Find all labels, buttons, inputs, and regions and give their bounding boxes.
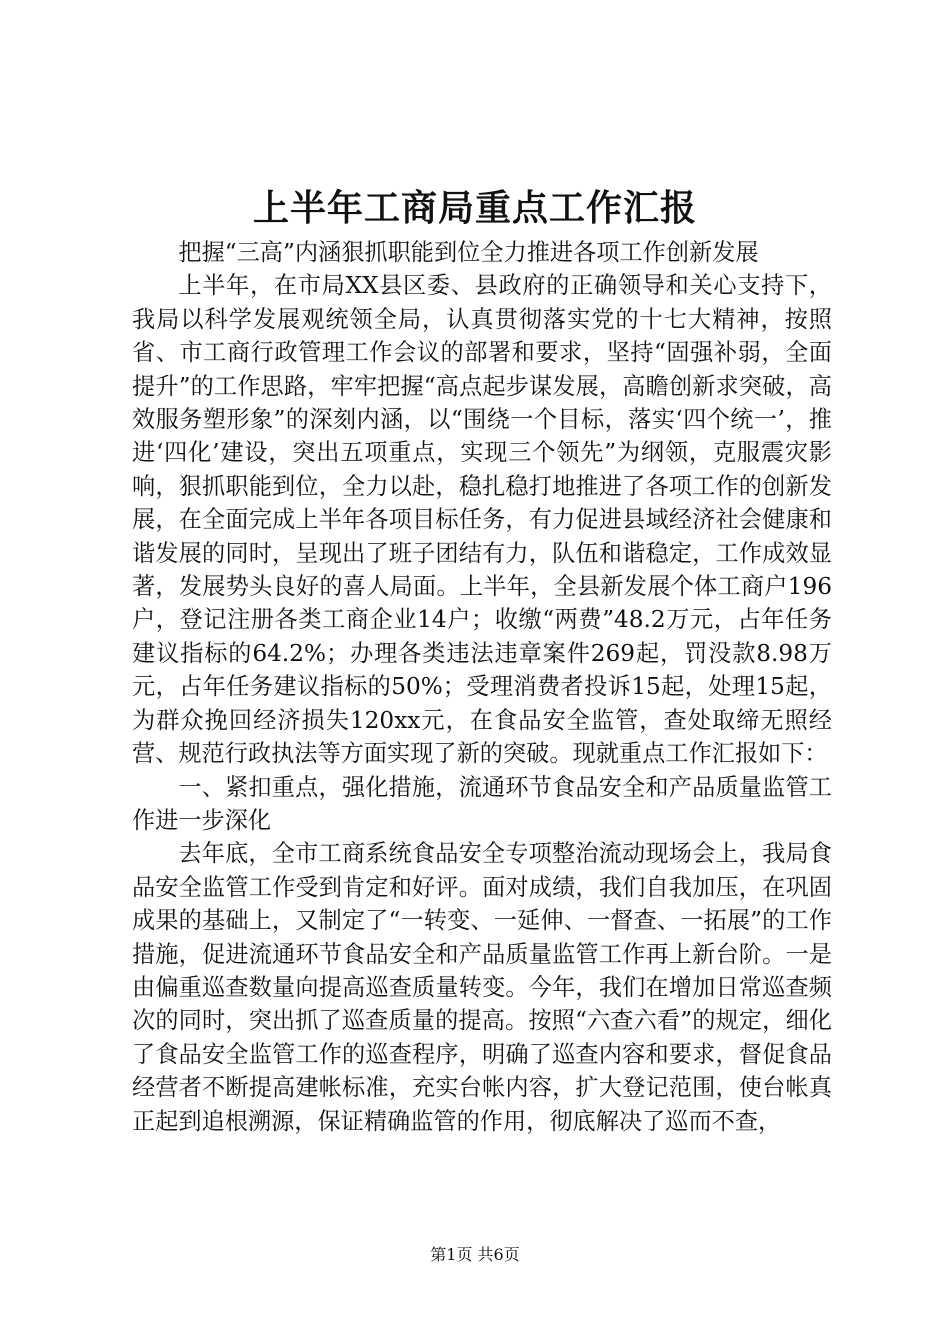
document-body xyxy=(132,236,832,1138)
document-title: 上半年工商局重点工作汇报 xyxy=(252,187,697,229)
page-footer: 第1页 共6页 xyxy=(430,1245,520,1264)
paragraph-section-heading: 一、紧扣重点，强化措施，流通环节食品安全和产品质量监管工作进一步深化 xyxy=(132,773,832,834)
paragraph-summary: 上半年，在市局XX县区委、县政府的正确领导和关心支持下，我局以科学发展观统领全局，认真贯彻落实党的十七大精神，按照省、市工商行政管理工作会议的部署和要求，坚持“固强补弱，全面提升”的工作思路，牢牢把握“高点起步谋发展，高瞻创新求突破，高效服务塑形象”的深刻内涵，以“围绕一个目标，落实‘四个统一’，推进‘四化’建设，突出五项重点，实现三个领先”为纲领，克服震灾影响，狠抓职能到位，全力以赴，稳扎稳打地推进了各项工作的创新发展，在全面完成上半年各项目标任务，有力促进县域经济社会健康和谐发展的同时，呈现出了班子团结有力，队伍和谐稳定，工作成效显著，发展势头良好的喜人局面。上半年，全县新发展个体工商户196户，登记注册各类工商企业14户；收缴“两费”48.2万元，占年任务建议指标的64.2%；办理各类违法违章案件269起，罚没款8.98万元，占年任务建议指标的50%；受理消费者投诉15起，处理15起，为群众挽回经济损失120xx元，在食品安全监管，查处取缔无照经营、规范行政执法等方面实现了新的突破。现就重点工作汇报如下： xyxy=(132,272,832,768)
paragraph-section-body: 去年底，全市工商系统食品安全专项整治流动现场会上，我局食品安全监管工作受到肯定和好评。面对成绩，我们自我加压，在巩固成果的基础上，又制定了“一转变、一延伸、一督查、一拓展”的工作措施，促进流通环节食品安全和产品质量监管工作再上新台阶。一是由偏重巡查数量向提高巡查质量转变。今年，我们在增加日常巡查频次的同时，突出抓了巡查质量的提高。按照“六查六看”的规定，细化了食品安全监管工作的巡查程序，明确了巡查内容和要求，督促食品经营者不断提高建帐标准，充实台帐内容，扩大登记范围，使台帐真正起到追根溯源，保证精确监管的作用，彻底解决了巡而不查， xyxy=(132,840,832,1135)
paragraph-subtitle: 把握“三高”内涵狠抓职能到位全力推进各项工作创新发展 xyxy=(178,239,759,266)
